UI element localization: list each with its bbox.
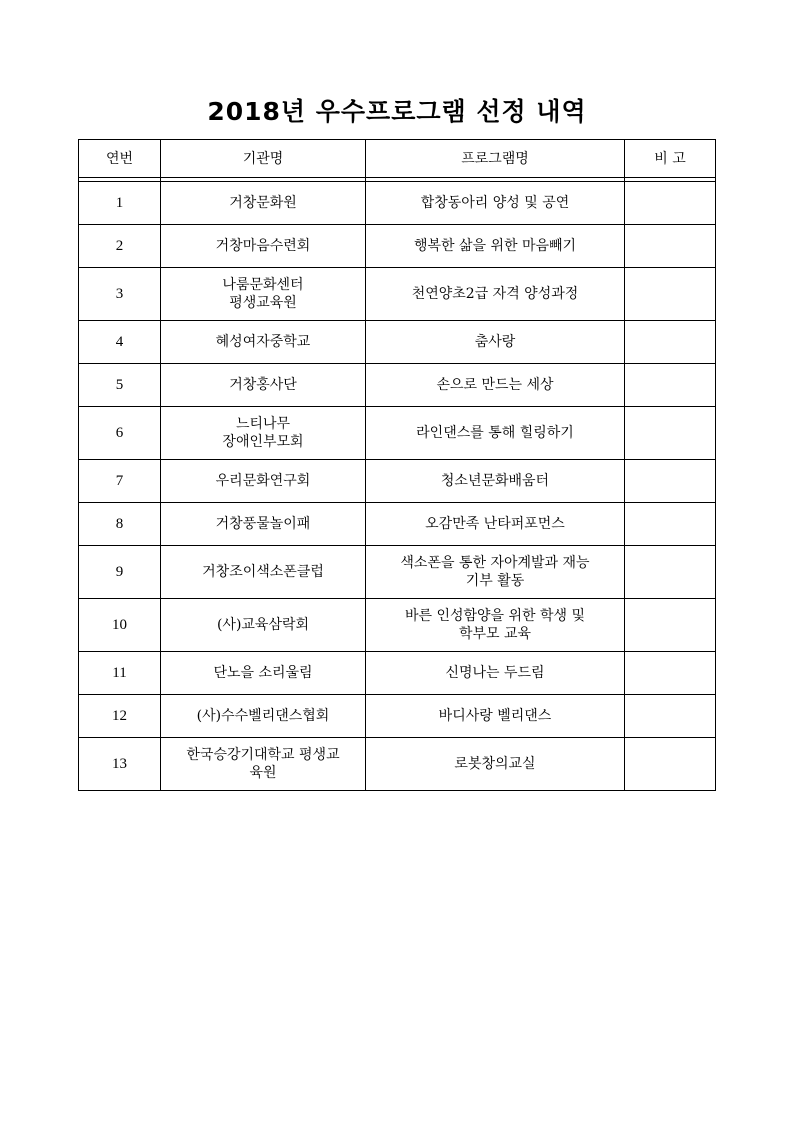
- row-number: 2: [79, 225, 161, 268]
- table-row: [79, 503, 716, 546]
- row-number: 9: [79, 546, 161, 599]
- row-number: 3: [79, 268, 161, 321]
- header-org: 기관명: [161, 140, 366, 178]
- table-row: [79, 695, 716, 738]
- row-note: [625, 321, 716, 364]
- row-number: 4: [79, 321, 161, 364]
- row-organization: 거창문화원: [161, 182, 366, 225]
- header-note: 비 고: [625, 140, 716, 178]
- table-row: [79, 460, 716, 503]
- row-number: 10: [79, 599, 161, 652]
- row-organization: 한국승강기대학교 평생교 육원: [161, 738, 366, 791]
- row-number: 6: [79, 407, 161, 460]
- row-program: 행복한 삶을 위한 마음빼기: [366, 225, 625, 268]
- row-program: 라인댄스를 통해 힐링하기: [366, 407, 625, 460]
- table-row: [79, 599, 716, 652]
- row-number: 5: [79, 364, 161, 407]
- row-organization: 나룸문화센터 평생교육원: [161, 268, 366, 321]
- row-program: 청소년문화배움터: [366, 460, 625, 503]
- row-number: 13: [79, 738, 161, 791]
- row-program: 춤사랑: [366, 321, 625, 364]
- row-number: 7: [79, 460, 161, 503]
- row-organization: 우리문화연구회: [161, 460, 366, 503]
- row-program: 합창동아리 양성 및 공연: [366, 182, 625, 225]
- row-program: 천연양초2급 자격 양성과정: [366, 268, 625, 321]
- row-note: [625, 652, 716, 695]
- row-note: [625, 364, 716, 407]
- row-number: 11: [79, 652, 161, 695]
- row-organization: 거창풍물놀이패: [161, 503, 366, 546]
- table-row: [79, 407, 716, 460]
- row-organization: 거창조이색소폰클럽: [161, 546, 366, 599]
- row-organization: (사)교육삼락회: [161, 599, 366, 652]
- header-program: 프로그램명: [366, 140, 625, 178]
- row-number: 1: [79, 182, 161, 225]
- page-title: 2018년 우수프로그램 선정 내역: [207, 97, 587, 126]
- row-organization: (사)수수벨리댄스협회: [161, 695, 366, 738]
- table-row: [79, 652, 716, 695]
- table-row: [79, 225, 716, 268]
- table-row: [79, 546, 716, 599]
- header-row: [79, 140, 716, 178]
- row-organization: 느티나무 장애인부모회: [161, 407, 366, 460]
- row-organization: 거창마음수련회: [161, 225, 366, 268]
- row-organization: 거창홍사단: [161, 364, 366, 407]
- row-program: 색소폰을 통한 자아계발과 재능 기부 활동: [366, 546, 625, 599]
- program-table: [78, 139, 716, 791]
- table-row: [79, 321, 716, 364]
- row-program: 손으로 만드는 세상: [366, 364, 625, 407]
- table-row: [79, 364, 716, 407]
- row-program: 신명나는 두드림: [366, 652, 625, 695]
- header-no: 연번: [79, 140, 161, 178]
- row-note: [625, 546, 716, 599]
- row-program: 오감만족 난타퍼포먼스: [366, 503, 625, 546]
- row-note: [625, 225, 716, 268]
- row-program: 로봇창의교실: [366, 738, 625, 791]
- row-note: [625, 460, 716, 503]
- row-note: [625, 695, 716, 738]
- row-note: [625, 407, 716, 460]
- row-program: 바른 인성함양을 위한 학생 및 학부모 교육: [366, 599, 625, 652]
- row-note: [625, 599, 716, 652]
- row-number: 8: [79, 503, 161, 546]
- row-note: [625, 268, 716, 321]
- row-number: 12: [79, 695, 161, 738]
- row-note: [625, 182, 716, 225]
- table-row: [79, 182, 716, 225]
- table-row: [79, 738, 716, 791]
- row-organization: 혜성여자중학교: [161, 321, 366, 364]
- row-note: [625, 503, 716, 546]
- row-program: 바디사랑 벨리댄스: [366, 695, 625, 738]
- row-organization: 단노을 소리울림: [161, 652, 366, 695]
- row-note: [625, 738, 716, 791]
- table-row: [79, 268, 716, 321]
